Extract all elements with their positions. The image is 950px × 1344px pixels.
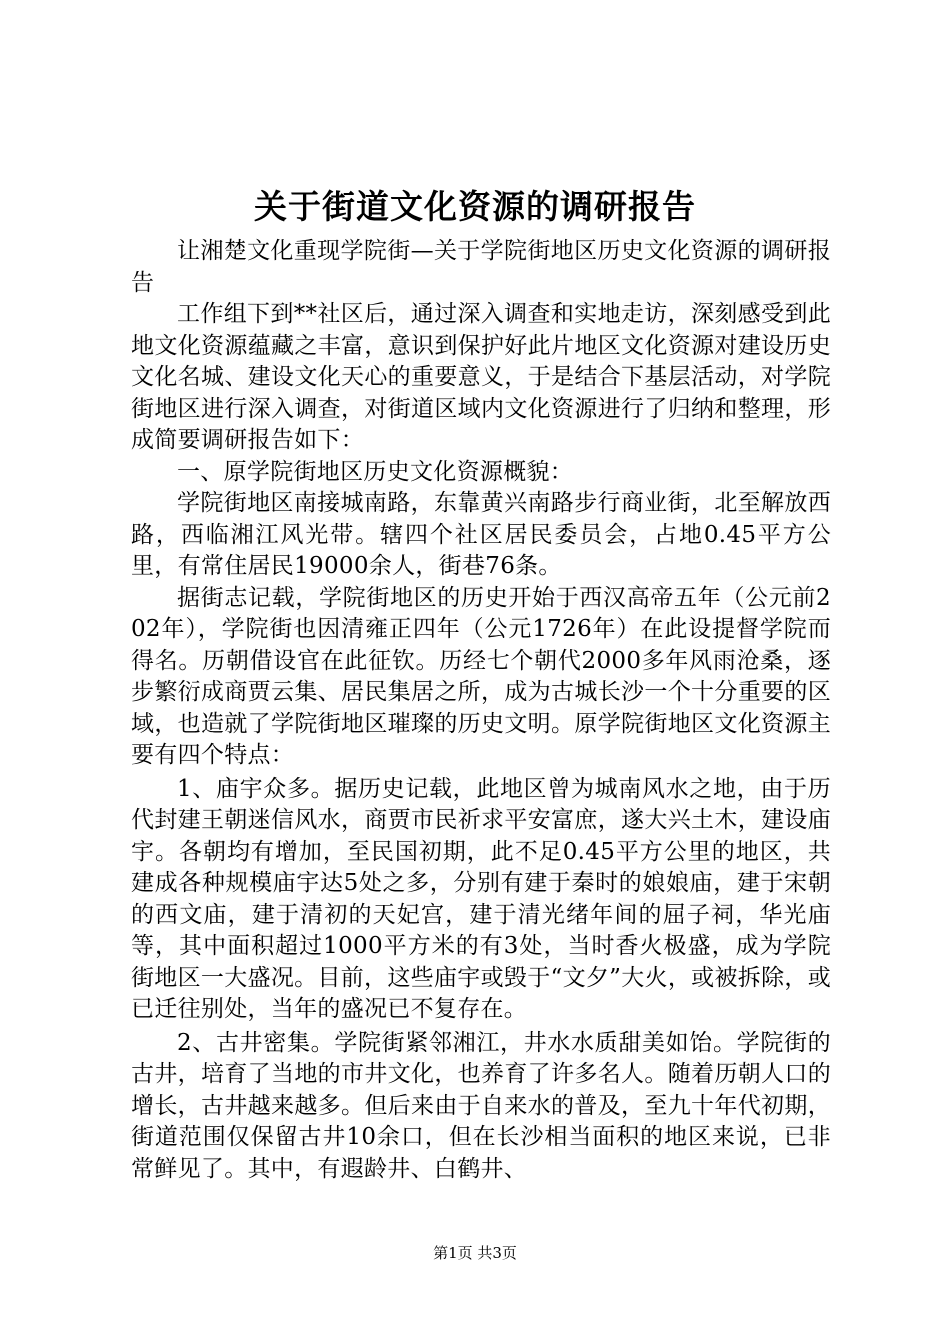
paragraph-point-wells: 2、古井密集。学院街紧邻湘江，井水水质甜美如饴。学院街的古井，培育了当地的市井文化，也养育了许多名人。随着历朝人口的增长，古井越来越多。但后来由于自来水的普及，至九十年代初期，街道范围仅保留古井10余口，但在长沙相当面积的地区来说，已非常鲜见了。其中，有遐龄井、白鹤井、 — [131, 1029, 831, 1182]
paragraph-subtitle: 让湘楚文化重现学院街—关于学院街地区历史文化资源的调研报告 — [131, 238, 831, 296]
paragraph-location: 学院街地区南接城南路，东靠黄兴南路步行商业街，北至解放西路，西临湘江风光带。辖四个社区居民委员会，占地0.45平方公里，有常住居民19000余人，街巷76条。 — [131, 490, 831, 579]
document-body — [131, 236, 831, 1185]
paragraph-history: 据街志记载，学院街地区的历史开始于西汉高帝五年（公元前202年），学院街也因清雍正四年（公元1726年）在此设提督学院而得名。历朝借设官在此征钦。历经七个朝代2000多年风雨沧桑，逐步繁衍成商贾云集、居民集居之所，成为古城长沙一个十分重要的区域，也造就了学院街地区璀璨的历史文明。原学院街地区文化资源主要有四个特点： — [131, 584, 831, 768]
document-title: 关于街道文化资源的调研报告 — [254, 187, 696, 226]
section-heading: 一、原学院街地区历史文化资源概貌： — [177, 458, 574, 485]
page-footer: 第1页 共3页 — [433, 1244, 517, 1262]
paragraph-point-temples: 1、庙宇众多。据历史记载，此地区曾为城南风水之地，由于历代封建王朝迷信风水，商贾市民祈求平安富庶，遂大兴土木，建设庙宇。各朝均有增加，至民国初期，此不足0.45平方公里的地区，共建成各种规模庙宇达5处之多，分别有建于秦时的娘娘庙，建于宋朝的西文庙，建于清初的天妃宫，建于清光绪年间的屈子祠，华光庙等，其中面积超过1000平方米的有3处，当时香火极盛，成为学院街地区一大盛况。目前，这些庙宇或毁于“文夕”大火，或被拆除，或已迁往别处，当年的盛况已不复存在。 — [131, 775, 831, 1022]
paragraph-intro: 工作组下到**社区后，通过深入调查和实地走访，深刻感受到此地文化资源蕴藏之丰富，意识到保护好此片地区文化资源对建设历史文化名城、建设文化天心的重要意义，于是结合下基层活动，对学院街地区进行深入调查，对街道区域内文化资源进行了归纳和整理，形成简要调研报告如下： — [131, 301, 831, 453]
